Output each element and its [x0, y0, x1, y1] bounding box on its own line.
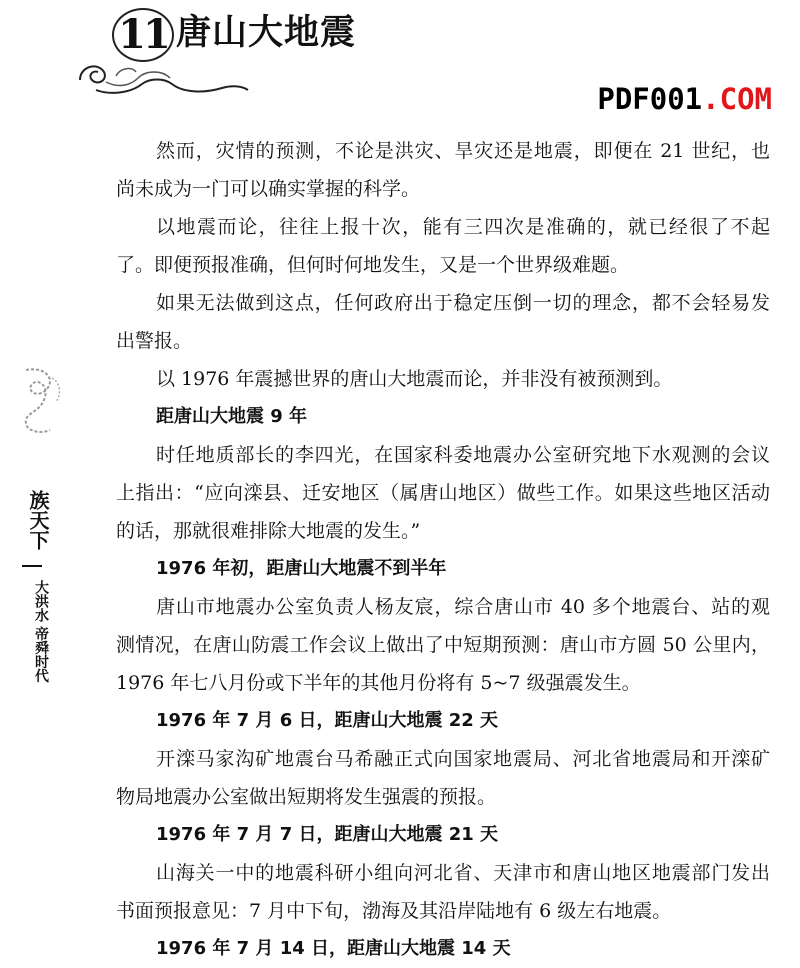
- paragraph-line: 了。即便预报准确，但何时何地发生，又是一个世界级难题。: [116, 254, 630, 276]
- paragraph-line: 上指出：“应向滦县、迁安地区（属唐山地区）做些工作。如果这些地区活动: [116, 482, 770, 504]
- dragon-ornament-icon: [16, 360, 66, 440]
- paragraph-line: 山海关一中的地震科研小组向河北省、天津市和唐山地区地震部门发出: [156, 862, 770, 884]
- chapter-title: 唐山大地震: [176, 12, 357, 53]
- section-heading: 1976 年 7 月 6 日，距唐山大地震 22 天: [156, 710, 499, 731]
- side-book-title: 族天下: [26, 490, 50, 550]
- paragraph-line: 测情况，在唐山防震工作会议上做出了中短期预测：唐山市方圆 50 公里内，: [116, 634, 770, 656]
- section-heading: 1976 年初，距唐山大地震不到半年: [156, 558, 447, 579]
- paragraph-line: 以地震而论，往往上报十次，能有三四次是准确的，就已经很了不起: [156, 216, 770, 238]
- paragraph-line: 唐山市地震办公室负责人杨友宸，综合唐山市 40 多个地震台、站的观: [156, 596, 770, 618]
- cloud-ornament-icon: [72, 42, 252, 100]
- paragraph-line: 的话，那就很难排除大地震的发生。”: [116, 520, 421, 542]
- paragraph-line: 书面预报意见：7 月中下旬，渤海及其沿岸陆地有 6 级左右地震。: [116, 900, 672, 922]
- paragraph-line: 以 1976 年震撼世界的唐山大地震而论，并非没有被预测到。: [156, 368, 673, 390]
- paragraph-line: 时任地质部长的李四光，在国家科委地震办公室研究地下水观测的会议: [156, 444, 770, 466]
- paragraph-line: 物局地震办公室做出短期将发生强震的预报。: [116, 786, 497, 808]
- paragraph-line: 尚未成为一门可以确实掌握的科学。: [116, 178, 421, 200]
- section-heading: 1976 年 7 月 14 日，距唐山大地震 14 天: [156, 938, 511, 959]
- page-body: [116, 132, 770, 968]
- watermark-logo: PDF001.COM: [597, 82, 772, 116]
- section-heading: 距唐山大地震 9 年: [156, 406, 308, 427]
- chapter-number: 11: [118, 11, 168, 58]
- side-subtitle: 大洪水 帝舜时代: [33, 580, 49, 683]
- paragraph-line: 1976 年七八月份或下半年的其他月份将有 5~7 级强震发生。: [116, 672, 641, 694]
- paragraph-line: 出警报。: [116, 330, 193, 352]
- section-heading: 1976 年 7 月 7 日，距唐山大地震 21 天: [156, 824, 499, 845]
- side-divider: [22, 565, 42, 567]
- paragraph-line: 然而，灾情的预测，不论是洪灾、旱灾还是地震，即便在 21 世纪，也: [156, 140, 770, 162]
- paragraph-line: 如果无法做到这点，任何政府出于稳定压倒一切的理念，都不会轻易发: [156, 292, 770, 314]
- paragraph-line: 开滦马家沟矿地震台马希融正式向国家地震局、河北省地震局和开滦矿: [156, 748, 770, 770]
